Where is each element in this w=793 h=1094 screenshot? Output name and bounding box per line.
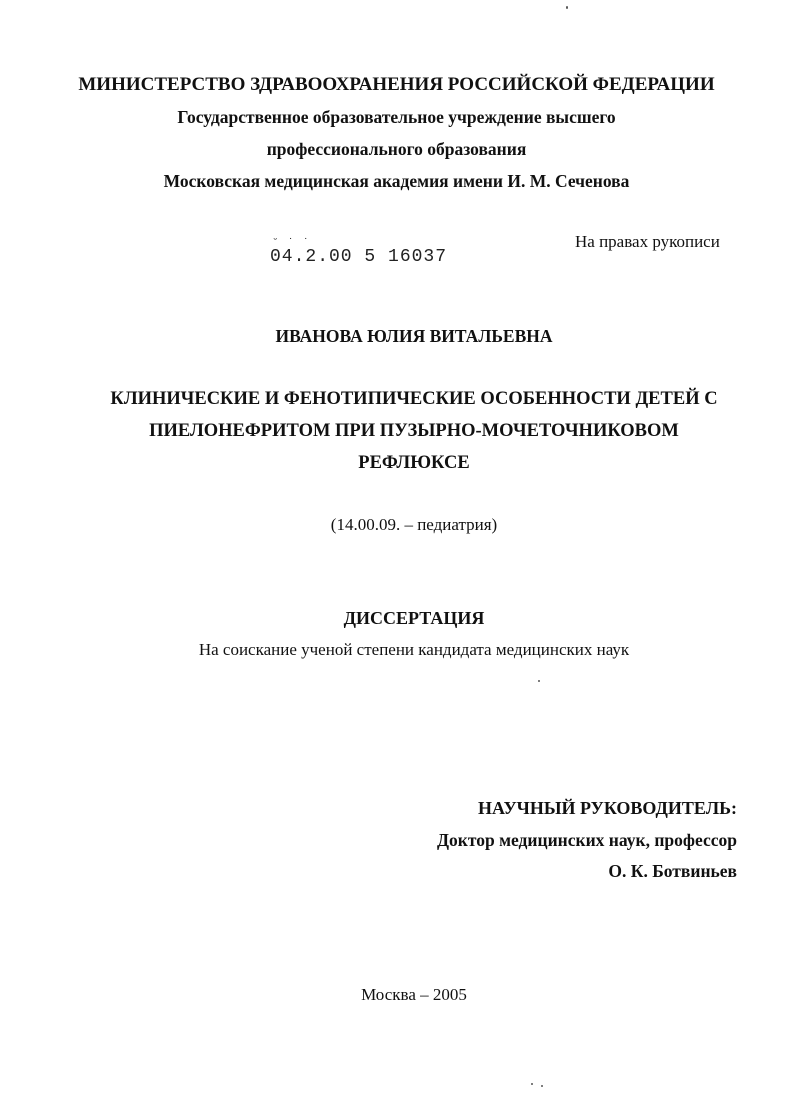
advisor-name: О. К. Ботвиньев <box>608 861 737 881</box>
advisor-degree: Доктор медицинских наук, профессор <box>437 830 737 850</box>
advisor-label: НАУЧНЫЙ РУКОВОДИТЕЛЬ: <box>478 798 737 818</box>
specialty-code: (14.00.09. – педиатрия) <box>330 515 498 534</box>
rights-note: На правах рукописи <box>575 232 720 251</box>
dissertation-purpose: На соискание ученой степени кандидата медицинских наук <box>198 640 630 659</box>
institution-line-2: профессионального образования <box>266 139 527 159</box>
scan-speck <box>541 1085 543 1087</box>
scan-speck <box>538 680 540 682</box>
institution-line-3: Московская медицинская академия имени И. М. Сеченова <box>163 171 630 191</box>
city-year: Москва – 2005 <box>361 985 467 1004</box>
stamp-marks: ˘ ˙ ˙ <box>272 238 311 250</box>
scan-speck <box>566 6 568 9</box>
dissertation-title-line-2: ПИЕЛОНЕФРИТОМ ПРИ ПУЗЫРНО-МОЧЕТОЧНИКОВОМ <box>149 421 679 441</box>
registry-stamp-number: 04.2.00 5 16037 <box>270 247 448 267</box>
dissertation-title-line-1: КЛИНИЧЕСКИЕ И ФЕНОТИПИЧЕСКИЕ ОСОБЕННОСТИ ДЕТЕЙ С <box>110 389 718 409</box>
author-name: ИВАНОВА ЮЛИЯ ВИТАЛЬЕВНА <box>275 326 553 346</box>
scan-speck <box>531 1083 533 1085</box>
ministry-heading: МИНИСТЕРСТВО ЗДРАВООХРАНЕНИЯ РОССИЙСКОЙ ФЕДЕРАЦИИ <box>78 74 715 95</box>
dissertation-label: ДИССЕРТАЦИЯ <box>343 608 485 628</box>
institution-line-1: Государственное образовательное учреждение высшего <box>177 107 616 127</box>
dissertation-title-line-3: РЕФЛЮКСЕ <box>358 453 470 473</box>
